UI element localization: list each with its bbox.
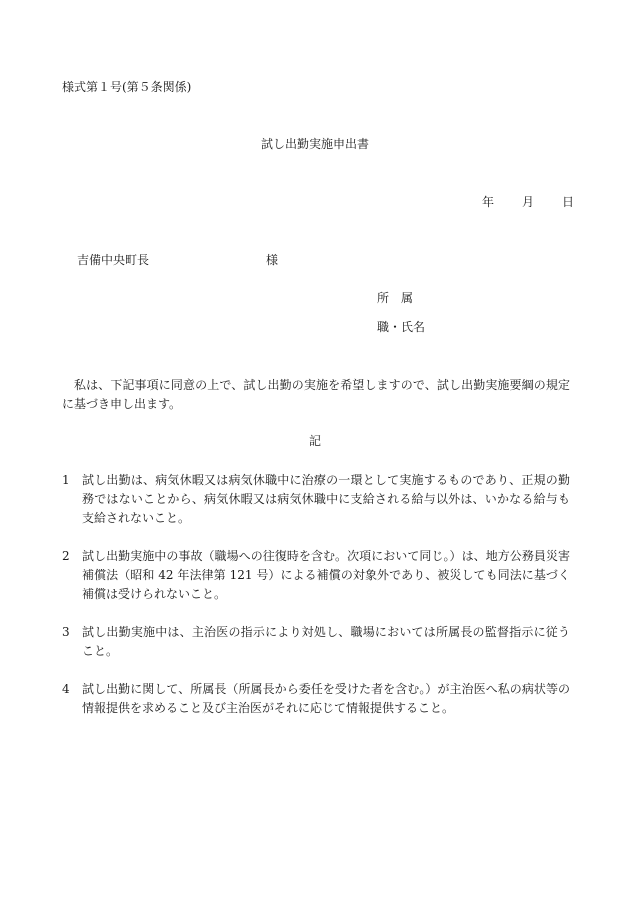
affiliation-label: 所 属 (377, 291, 414, 305)
item-text: 試し出勤実施中の事故（職場への往復時を含む。次項において同じ。）は、地方公務員災害補償法（昭和 42 年法律第 121 号）による補償の対象外であり、被災しても同法に基づく補償は受けられないこと。 (82, 549, 570, 601)
document-title: 試し出勤実施申出書 (260, 137, 369, 151)
date-month-label: 月 (522, 195, 535, 209)
ki-heading: 記 (308, 434, 321, 448)
form-number-label: 様式第１号(第５条関係) (62, 80, 192, 94)
list-item (62, 471, 570, 528)
list-item (62, 547, 570, 604)
list-item (62, 623, 570, 661)
position-name-label: 職・氏名 (377, 320, 426, 334)
date-day-label: 日 (562, 195, 575, 209)
addressee-honorific: 様 (266, 253, 279, 267)
date-line (482, 194, 574, 210)
consent-items-list (62, 471, 570, 737)
item-number: 3 (62, 625, 70, 639)
item-number: 2 (62, 549, 70, 563)
item-text: 試し出勤実施中は、主治医の指示により対処し、職場においては所属長の監督指示に従うこと。 (82, 625, 570, 658)
item-text: 試し出勤は、病気休暇又は病気休職中に治療の一環として実施するものであり、正規の勤務ではないことから、病気休暇又は病気休職中に支給される給与以外は、いかなる給与も支給されないこと。 (82, 473, 570, 525)
intro-paragraph: 私は、下記事項に同意の上で、試し出勤の実施を希望しますので、試し出勤実施要綱の規定に基づき申し出ます。 (62, 378, 570, 411)
addressee-name: 吉備中央町長 (77, 253, 150, 267)
item-number: 4 (62, 682, 70, 696)
date-year-label: 年 (482, 195, 495, 209)
item-text: 試し出勤に関して、所属長（所属長から委任を受けた者を含む。）が主治医へ私の病状等の情報提供を求めること及び主治医がそれに応じて情報提供すること。 (82, 682, 570, 715)
list-item (62, 680, 570, 718)
item-number: 1 (62, 473, 70, 487)
